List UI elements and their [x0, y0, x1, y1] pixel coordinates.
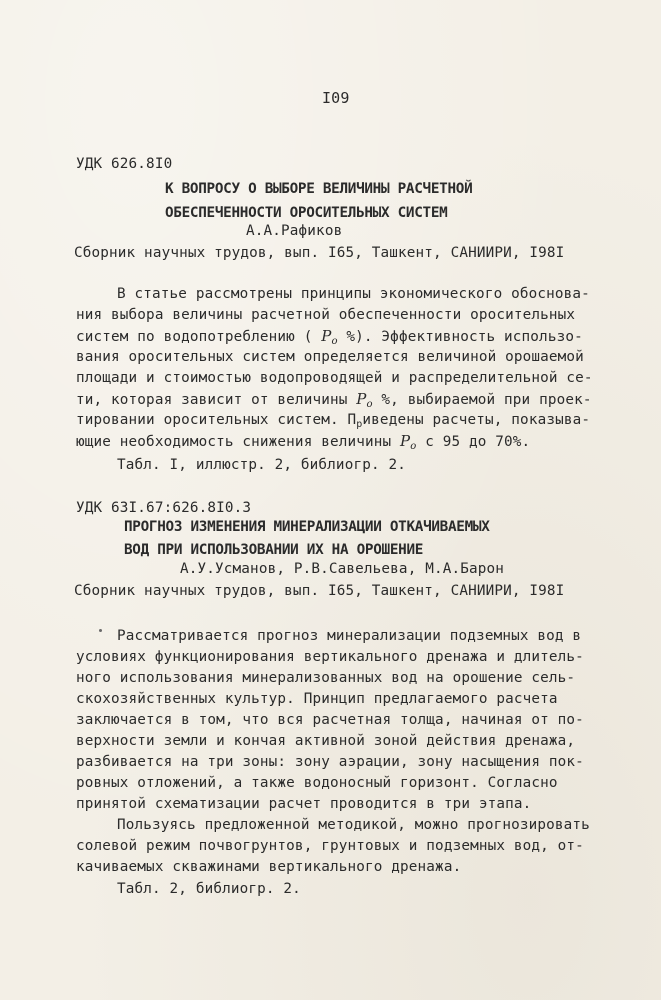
abstract-line: качиваемых скважинами вертикального дренажа. — [76, 859, 462, 875]
udk-code: УДК 626.8I0 — [76, 156, 173, 172]
abstract-line: Пользуясь предложенной методикой, можно прогнозировать — [117, 817, 590, 833]
abstract-text: иведены расчеты, показыва- — [362, 412, 591, 428]
abstract-line: заключается в том, что вся расчетная толща, начиная от по- — [76, 712, 584, 728]
variable-p0: $P_o$ — [400, 432, 417, 452]
article-authors: А.У.Усманов, Р.В.Савельева, М.А.Барон — [180, 561, 505, 577]
ink-speck — [99, 629, 102, 632]
article-authors: А.А.Рафиков — [246, 223, 343, 239]
article-title-line: ПРОГНОЗ ИЗМЕНЕНИЯ МИНЕРАЛИЗАЦИИ ОТКАЧИВАЕМЫХ — [124, 519, 490, 535]
abstract-text: систем по водопотреблению ( — [76, 329, 322, 345]
abstract-subscript: р — [356, 419, 363, 430]
abstract-text: ти, которая зависит от величины — [76, 392, 357, 408]
article-source: Сборник научных трудов, вып. I65, Ташкент, САНИИРИ, I98I — [74, 245, 565, 261]
abstract-line: принятой схематизации расчет проводится в три этапа. — [76, 796, 532, 812]
abstract-line: скохозяйственных культур. Принцип предлагаемого расчета — [76, 691, 558, 707]
abstract-line: ного использования минерализованных вод на орошение сель- — [76, 670, 576, 686]
abstract-line — [76, 411, 590, 434]
abstract-line: ния выбора величины расчетной обеспеченности оросительных — [76, 307, 576, 323]
article-references: Табл. I, иллюстр. 2, библиогр. 2. — [117, 457, 406, 473]
article-source: Сборник научных трудов, вып. I65, Ташкент, САНИИРИ, I98I — [74, 583, 565, 599]
abstract-line: вания оросительных систем определяется величиной орошаемой — [76, 349, 584, 365]
abstract-text: ющие необходимость снижения величины — [76, 434, 401, 450]
page-number: I09 — [322, 89, 350, 107]
abstract-line: условиях функционирования вертикального дренажа и длитель- — [76, 649, 584, 665]
article-references: Табл. 2, библиогр. 2. — [117, 881, 301, 897]
abstract-line: Рассматривается прогноз минерализации подземных вод в — [117, 628, 582, 644]
abstract-line: площади и стоимостью водопроводящей и распределительной се- — [76, 370, 593, 386]
abstract-text: %). Эффективность использо- — [337, 329, 583, 345]
article-title-line: ВОД ПРИ ИСПОЛЬЗОВАНИИ ИХ НА ОРОШЕНИЕ — [124, 542, 424, 558]
abstract-text: с 95 до 70%. — [416, 434, 531, 450]
abstract-line: ровных отложений, а также водоносный горизонт. Согласно — [76, 775, 558, 791]
abstract-line: В статье рассмотрены принципы экономического обоснова- — [117, 286, 590, 302]
abstract-line: солевой режим почвогрунтов, грунтовых и подземных вод, от- — [76, 838, 584, 854]
abstract-text: тировании оросительных систем. П — [76, 412, 357, 428]
abstract-line: верхности земли и кончая активной зоной действия дренажа, — [76, 733, 576, 749]
article-title-line: ОБЕСПЕЧЕННОСТИ ОРОСИТЕЛЬНЫХ СИСТЕМ — [165, 205, 448, 221]
udk-code: УДК 63I.67:626.8I0.3 — [76, 500, 252, 516]
abstract-line — [76, 432, 530, 456]
variable-p0: $P_o$ — [356, 390, 373, 410]
abstract-text: %, выбираемой при проек- — [372, 392, 592, 408]
article-title-line: К ВОПРОСУ О ВЫБОРЕ ВЕЛИЧИНЫ РАСЧЕТНОЙ — [165, 181, 473, 197]
variable-p0: $P_o$ — [321, 327, 338, 347]
abstract-line: разбивается на три зоны: зону аэрации, зону насыщения пок- — [76, 754, 584, 770]
